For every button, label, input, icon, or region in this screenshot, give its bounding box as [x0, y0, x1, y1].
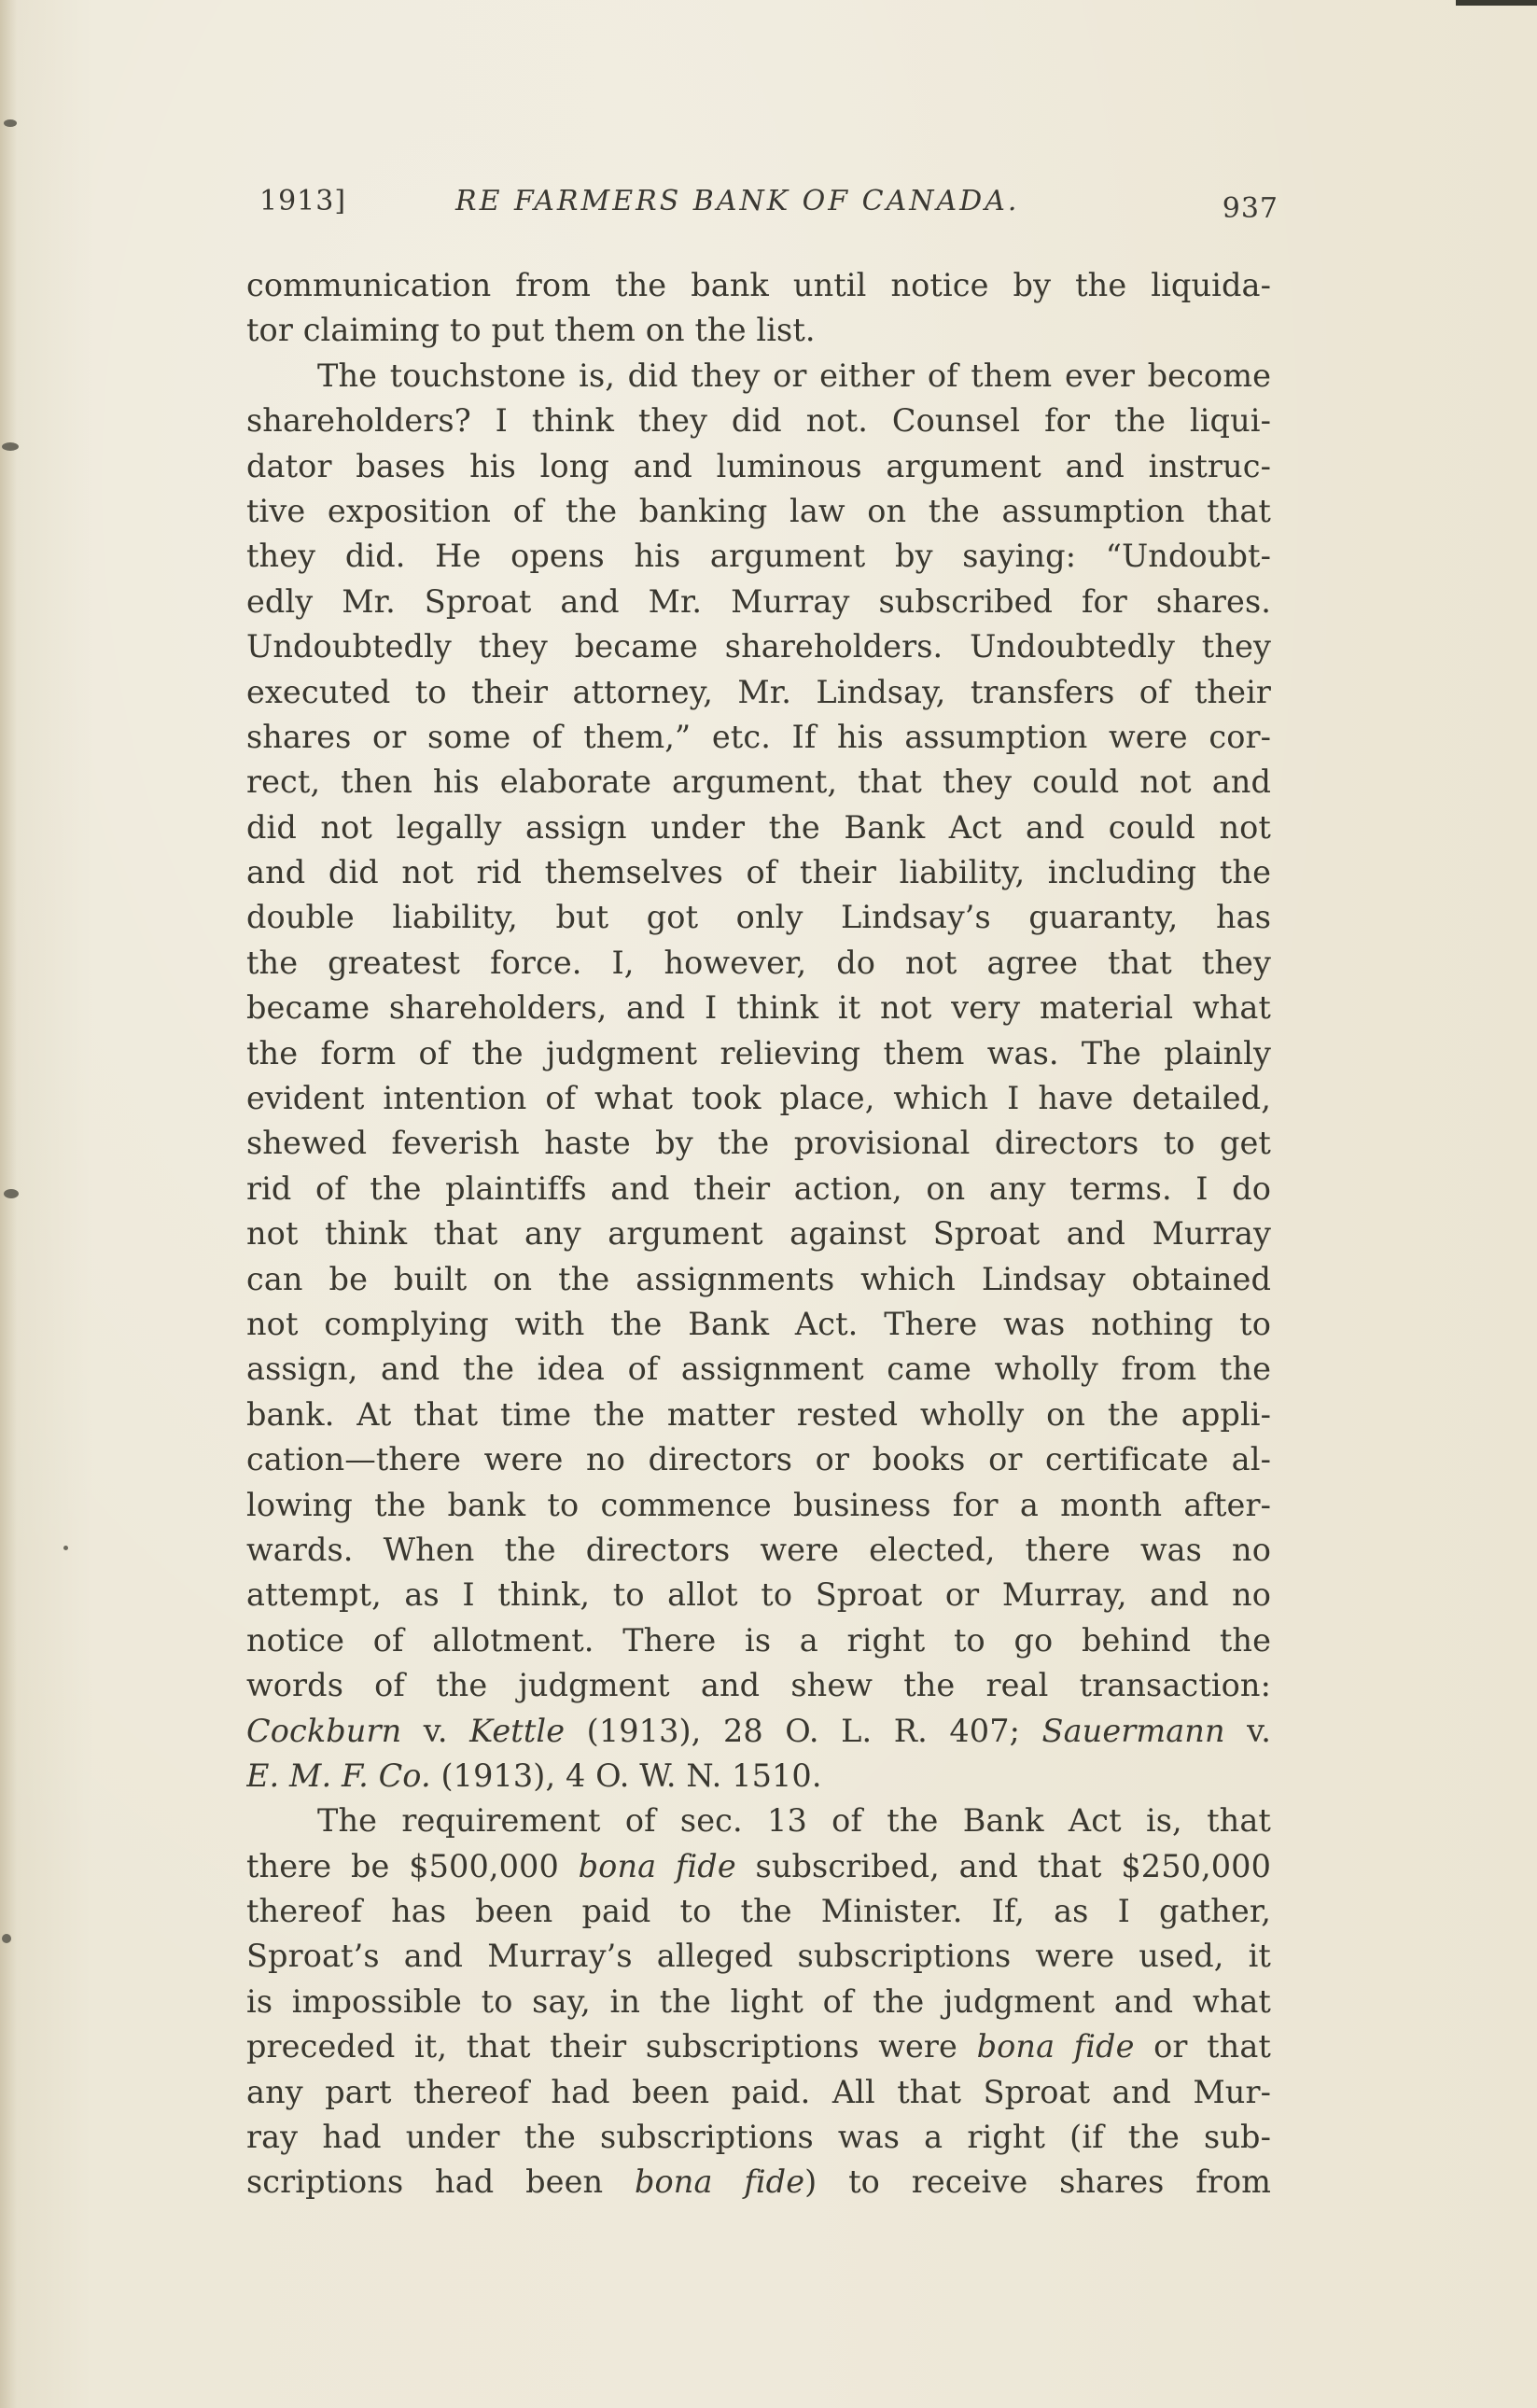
latin-term: bona fide: [578, 1847, 736, 1884]
text-line: any part thereof had been paid. All that Sproat and Mur-: [246, 2073, 1271, 2110]
text-line: [246, 2024, 1271, 2069]
text-line: attempt, as I think, to allot to Sproat or Murray, and no: [246, 1576, 1271, 1614]
text-run: subscribed, and that $250,000: [735, 1847, 1271, 1884]
text-line: they did. He opens his argument by saying: “Undoubt-: [246, 538, 1271, 575]
citation-line: [246, 1709, 1271, 1754]
text-run: or that: [1134, 2028, 1271, 2065]
text-line: is impossible to say, in the light of the judgment and what: [246, 1982, 1271, 2020]
case-name: Sauermann: [1041, 1712, 1225, 1749]
text-line: tor claiming to put them on the list.: [246, 312, 816, 349]
text-line: became shareholders, and I think it not very material what: [246, 989, 1271, 1027]
text-line: communication from the bank until notice by the liquida-: [246, 267, 1271, 303]
text-line: can be built on the assignments which Lindsay obtained: [246, 1260, 1271, 1297]
text-line: Undoubtedly they became shareholders. Undoubtedly they: [246, 628, 1271, 665]
text-line: assign, and the idea of assignment came wholly from the: [246, 1351, 1271, 1388]
text-line: lowing the bank to commence business for a month after-: [246, 1486, 1271, 1523]
text-line: edly Mr. Sproat and Mr. Murray subscribed for shares.: [246, 582, 1271, 620]
running-head: [258, 185, 1279, 228]
margin-mark: [4, 119, 17, 127]
page-top-edge: [1456, 0, 1537, 6]
text-run: there be $500,000: [246, 1847, 579, 1884]
text-line: evident intention of what took place, which I have detailed,: [246, 1080, 1271, 1117]
versus: v.: [1224, 1712, 1271, 1749]
running-head-title: RE FARMERS BANK OF CANADA.: [455, 185, 1020, 217]
versus: v.: [401, 1712, 470, 1749]
text-line: tive exposition of the banking law on the assumption that: [246, 492, 1271, 529]
text-line: ray had under the subscriptions was a right (if the sub-: [246, 2119, 1271, 2156]
text-run: ) to receive shares from: [804, 2163, 1271, 2201]
case-name: Cockburn: [246, 1712, 402, 1749]
binding-edge: [0, 0, 17, 2408]
margin-mark: [2, 442, 19, 451]
text-line: words of the judgment and shew the real transaction:: [246, 1667, 1271, 1704]
text-line: the form of the judgment relieving them was. The plainly: [246, 1034, 1271, 1071]
text-line: thereof has been paid to the Minister. If, as I gather,: [246, 1893, 1271, 1930]
text-line: cation—there were no directors or books or certificate al-: [246, 1441, 1271, 1478]
latin-term: bona fide: [634, 2163, 805, 2201]
text-line: dator bases his long and luminous argument and instruc-: [246, 447, 1271, 484]
text-line: not think that any argument against Sproat and Murray: [246, 1215, 1271, 1253]
running-head-year: 1913]: [259, 185, 347, 217]
text-run: preceded it, that their subscriptions were: [246, 2028, 977, 2065]
text-line: and did not rid themselves of their liability, including the: [246, 854, 1271, 891]
text-line: did not legally assign under the Bank Act and could not: [246, 808, 1271, 846]
text-line: wards. When the directors were elected, there was no: [246, 1531, 1271, 1568]
text-line: The touchstone is, did they or either of them ever become: [317, 357, 1271, 394]
text-line: shareholders? I think they did not. Counsel for the liqui-: [246, 402, 1271, 440]
text-line: not complying with the Bank Act. There was nothing to: [246, 1305, 1271, 1342]
margin-mark: [2, 1934, 11, 1943]
text-line: notice of allotment. There is a right to go behind the: [246, 1621, 1271, 1659]
text-line: double liability, but got only Lindsay’s guaranty, has: [246, 899, 1271, 936]
text-line: rect, then his elaborate argument, that they could not and: [246, 763, 1271, 801]
text-line: Sproat’s and Murray’s alleged subscriptions were used, it: [246, 1938, 1271, 1975]
case-name: E. M. F. Co.: [246, 1757, 431, 1794]
text-line: [246, 1844, 1271, 1889]
text-line: [246, 2160, 1271, 2205]
margin-mark: [4, 1189, 19, 1198]
text-line: The requirement of sec. 13 of the Bank Act is, that: [317, 1802, 1271, 1840]
margin-mark: [63, 1546, 68, 1550]
text-line: rid of the plaintiffs and their action, on any terms. I do: [246, 1169, 1271, 1207]
text-line: bank. At that time the matter rested wholly on the appli-: [246, 1395, 1271, 1433]
text-line: shewed feverish haste by the provisional directors to get: [246, 1125, 1271, 1162]
citation-reference: (1913), 4 O. W. N. 1510.: [430, 1757, 822, 1794]
text-run: scriptions had been: [246, 2163, 635, 2201]
latin-term: bona fide: [976, 2028, 1135, 2065]
case-name: Kettle: [469, 1712, 566, 1749]
page-number: 937: [1222, 192, 1279, 225]
text-line: shares or some of them,” etc. If his assumption were cor-: [246, 718, 1271, 755]
citation-line: [246, 1754, 1271, 1799]
body-text: [246, 263, 1271, 2205]
citation-reference: (1913), 28 O. L. R. 407;: [565, 1712, 1042, 1749]
text-line: executed to their attorney, Mr. Lindsay, transfers of their: [246, 673, 1271, 710]
text-line: the greatest force. I, however, do not agree that they: [246, 944, 1271, 981]
